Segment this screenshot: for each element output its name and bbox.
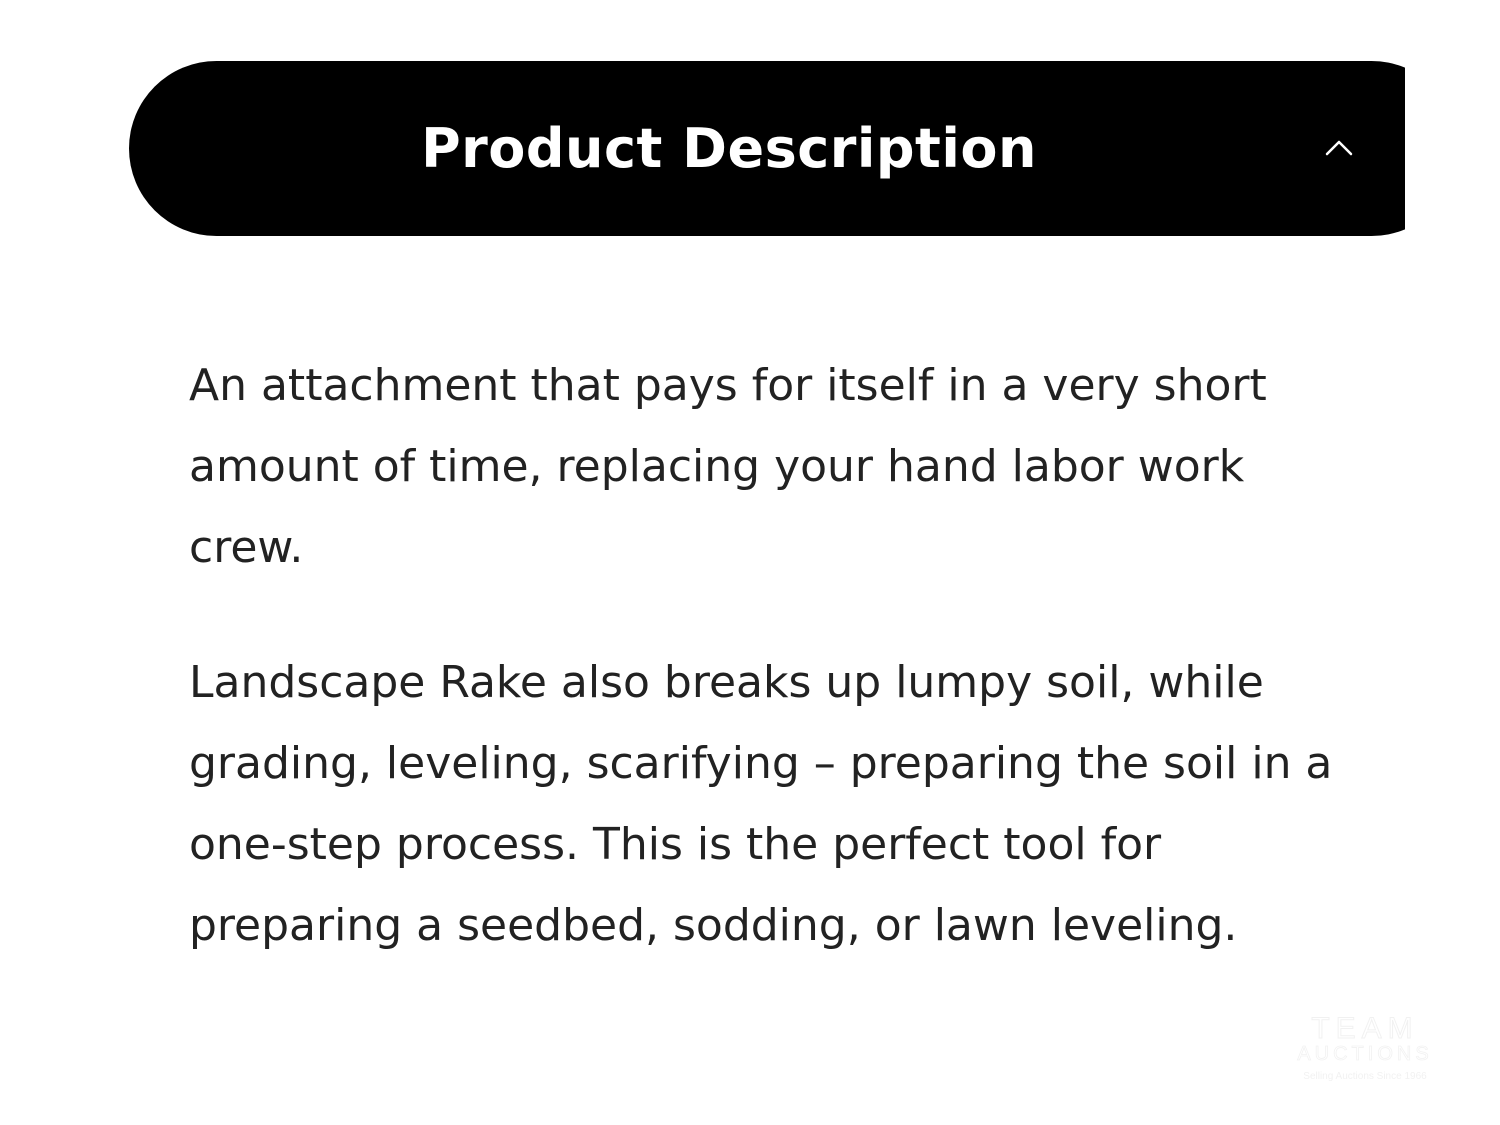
chevron-up-icon[interactable] <box>1324 133 1354 163</box>
svg-text:AUCTIONS: AUCTIONS <box>1297 1043 1433 1065</box>
product-description-content <box>189 345 1369 966</box>
accordion-header[interactable] <box>129 61 1405 236</box>
svg-text:Selling Auctions Since 1966: Selling Auctions Since 1966 <box>1303 1071 1427 1082</box>
description-paragraph-1: An attachment that pays for itself in a very short amount of time, replacing your hand labor work crew. <box>189 360 1267 573</box>
accordion-title[interactable]: Product Description <box>421 117 1037 180</box>
description-paragraph-2: Landscape Rake also breaks up lumpy soil, while grading, leveling, scarifying – preparing the soil in a one-step process. This is the perfect tool for preparing a seedbed, sodding, or lawn leveling. <box>189 657 1333 951</box>
svg-text:TEAM: TEAM <box>1311 1012 1419 1045</box>
watermark-logo <box>1290 1008 1440 1088</box>
team-auctions-watermark <box>1290 1008 1440 1088</box>
